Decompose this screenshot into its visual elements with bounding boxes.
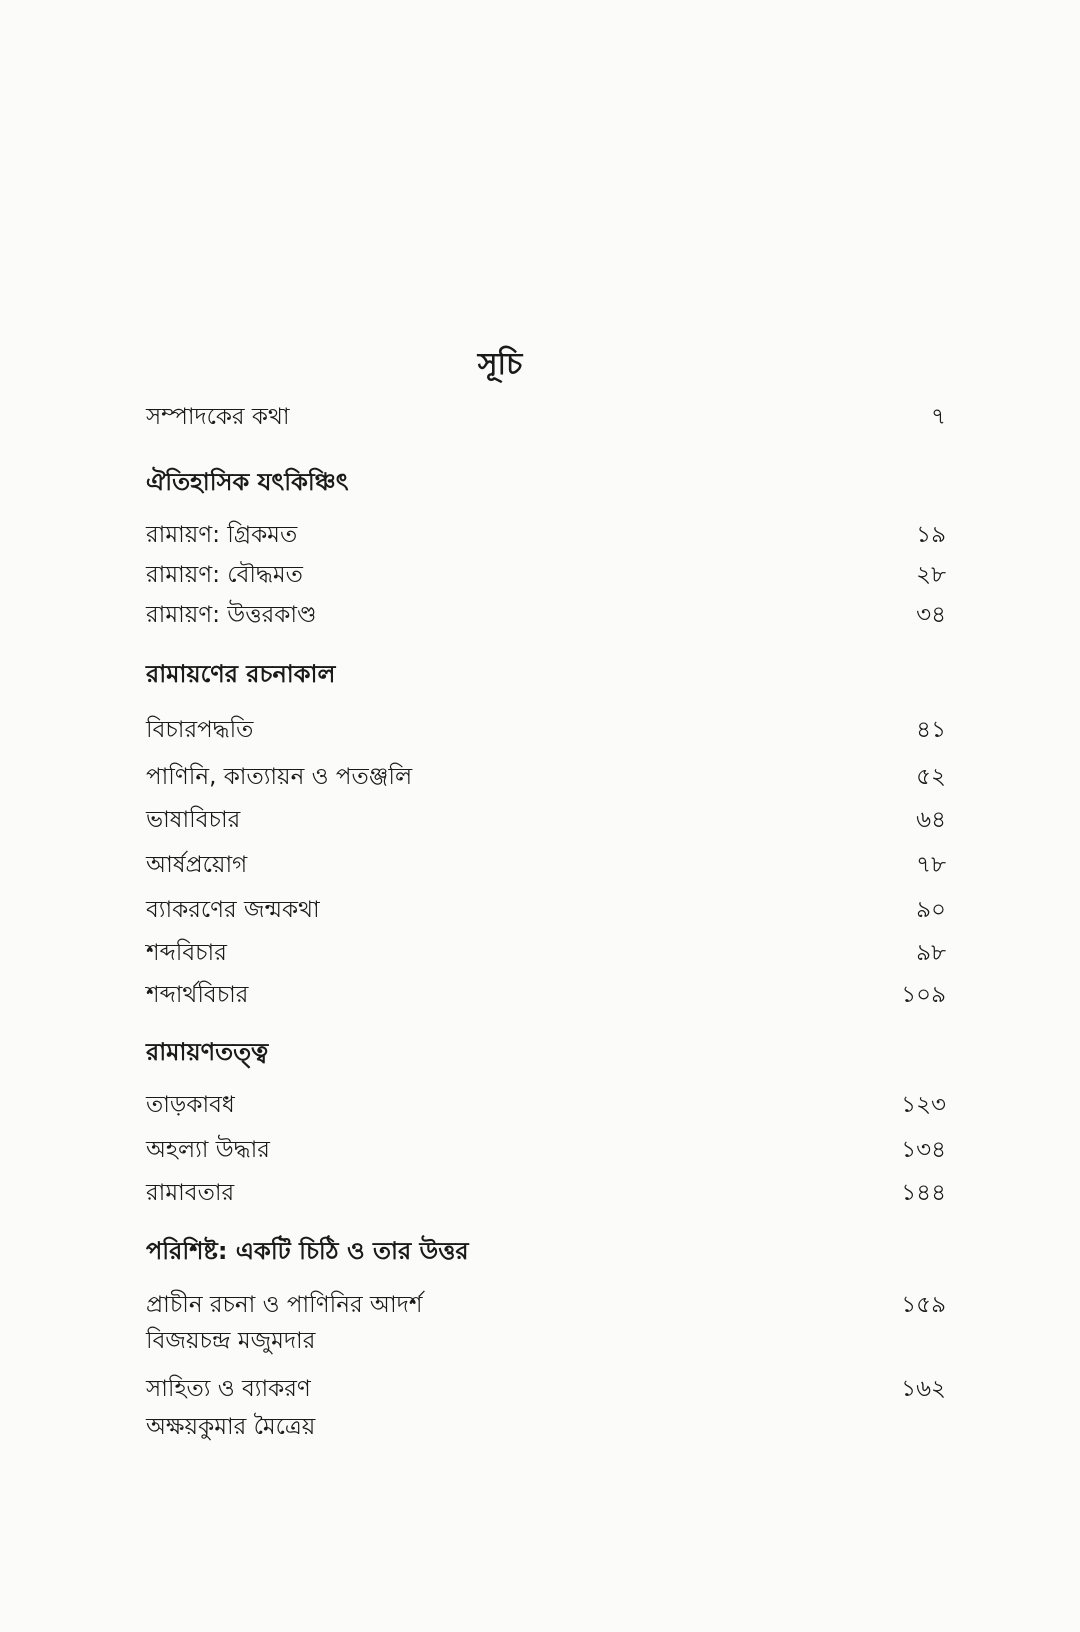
toc-entry xyxy=(146,402,946,432)
toc-entry xyxy=(146,895,946,925)
toc-entry-label: সাহিত্য ও ব্যাকরণ xyxy=(146,1376,311,1402)
toc-entry-page: ১৩৪ xyxy=(901,1137,946,1163)
toc-entry-page: ১৫৯ xyxy=(901,1292,946,1318)
toc-entry xyxy=(146,1374,946,1404)
toc-entry-label: আর্ষপ্রয়োগ xyxy=(146,852,248,878)
toc-entry-page: ১৪৪ xyxy=(901,1180,946,1206)
toc-section-heading: ঐতিহাসিক যৎকিঞ্চিৎ xyxy=(146,468,349,496)
toc-entry-page: ১৬২ xyxy=(901,1376,946,1402)
page-title: সূচি xyxy=(477,347,523,382)
toc-entry-page: ৬৪ xyxy=(916,807,946,833)
toc-entry-label: শব্দবিচার xyxy=(146,940,227,966)
toc-entry xyxy=(146,1178,946,1208)
toc-entry-label: সম্পাদকের কথা xyxy=(146,404,290,430)
toc-entry-page: ৫২ xyxy=(916,764,946,790)
toc-entry-page: ৪১ xyxy=(916,717,946,743)
toc-entry-label: রামাবতার xyxy=(146,1180,235,1206)
toc-entry-label: রামায়ণ: উত্তরকাণ্ড xyxy=(146,602,317,628)
toc-entry-page: ৭৮ xyxy=(916,852,946,878)
toc-section-heading: রামায়ণের রচনাকাল xyxy=(146,660,336,688)
toc-entry-label: প্রাচীন রচনা ও পাণিনির আদর্শ xyxy=(146,1292,423,1318)
toc-section-heading: রামায়ণতত্ত্ব xyxy=(146,1038,269,1066)
toc-entry xyxy=(146,1090,946,1120)
toc-entry-label: রামায়ণ: গ্রিকমত xyxy=(146,522,298,548)
toc-entry xyxy=(146,1135,946,1165)
toc-entry-label: ভাষাবিচার xyxy=(146,807,241,833)
toc-entry-page: ২৮ xyxy=(916,562,946,588)
toc-entry-label: ব্যাকরণের জন্মকথা xyxy=(146,897,320,923)
toc-entry-page: ৩৪ xyxy=(916,602,946,628)
toc-entry-label: পাণিনি, কাত্যায়ন ও পতঞ্জলি xyxy=(146,764,413,790)
toc-entry-page: ১২৩ xyxy=(901,1092,946,1118)
toc-entry xyxy=(146,560,946,590)
toc-entry xyxy=(146,762,946,792)
toc-section-heading: পরিশিষ্ট: একটি চিঠি ও তার উত্তর xyxy=(146,1237,469,1265)
toc-entry-author: অক্ষয়কুমার মৈত্রেয় xyxy=(146,1414,316,1440)
toc-entry xyxy=(146,1290,946,1320)
toc-entry xyxy=(146,980,946,1010)
toc-entry-page: ১০৯ xyxy=(901,982,946,1008)
toc-entry xyxy=(146,850,946,880)
toc-entry-label: রামায়ণ: বৌদ্ধমত xyxy=(146,562,303,588)
toc-entry xyxy=(146,520,946,550)
toc-entry-label: বিচারপদ্ধতি xyxy=(146,717,254,743)
toc-entry xyxy=(146,805,946,835)
toc-entry xyxy=(146,600,946,630)
toc-entry-page: ৯০ xyxy=(916,897,946,923)
toc-entry-author: বিজয়চন্দ্র মজুমদার xyxy=(146,1328,316,1354)
toc-entry-page: ৭ xyxy=(931,404,946,430)
toc-entry-label: তাড়কাবধ xyxy=(146,1092,235,1118)
toc-entry-page: ৯৮ xyxy=(916,940,946,966)
toc-entry-label: শব্দার্থবিচার xyxy=(146,982,249,1008)
toc-entry xyxy=(146,938,946,968)
toc-entry-page: ১৯ xyxy=(916,522,946,548)
toc-entry xyxy=(146,715,946,745)
toc-entry-label: অহল্যা উদ্ধার xyxy=(146,1137,270,1163)
